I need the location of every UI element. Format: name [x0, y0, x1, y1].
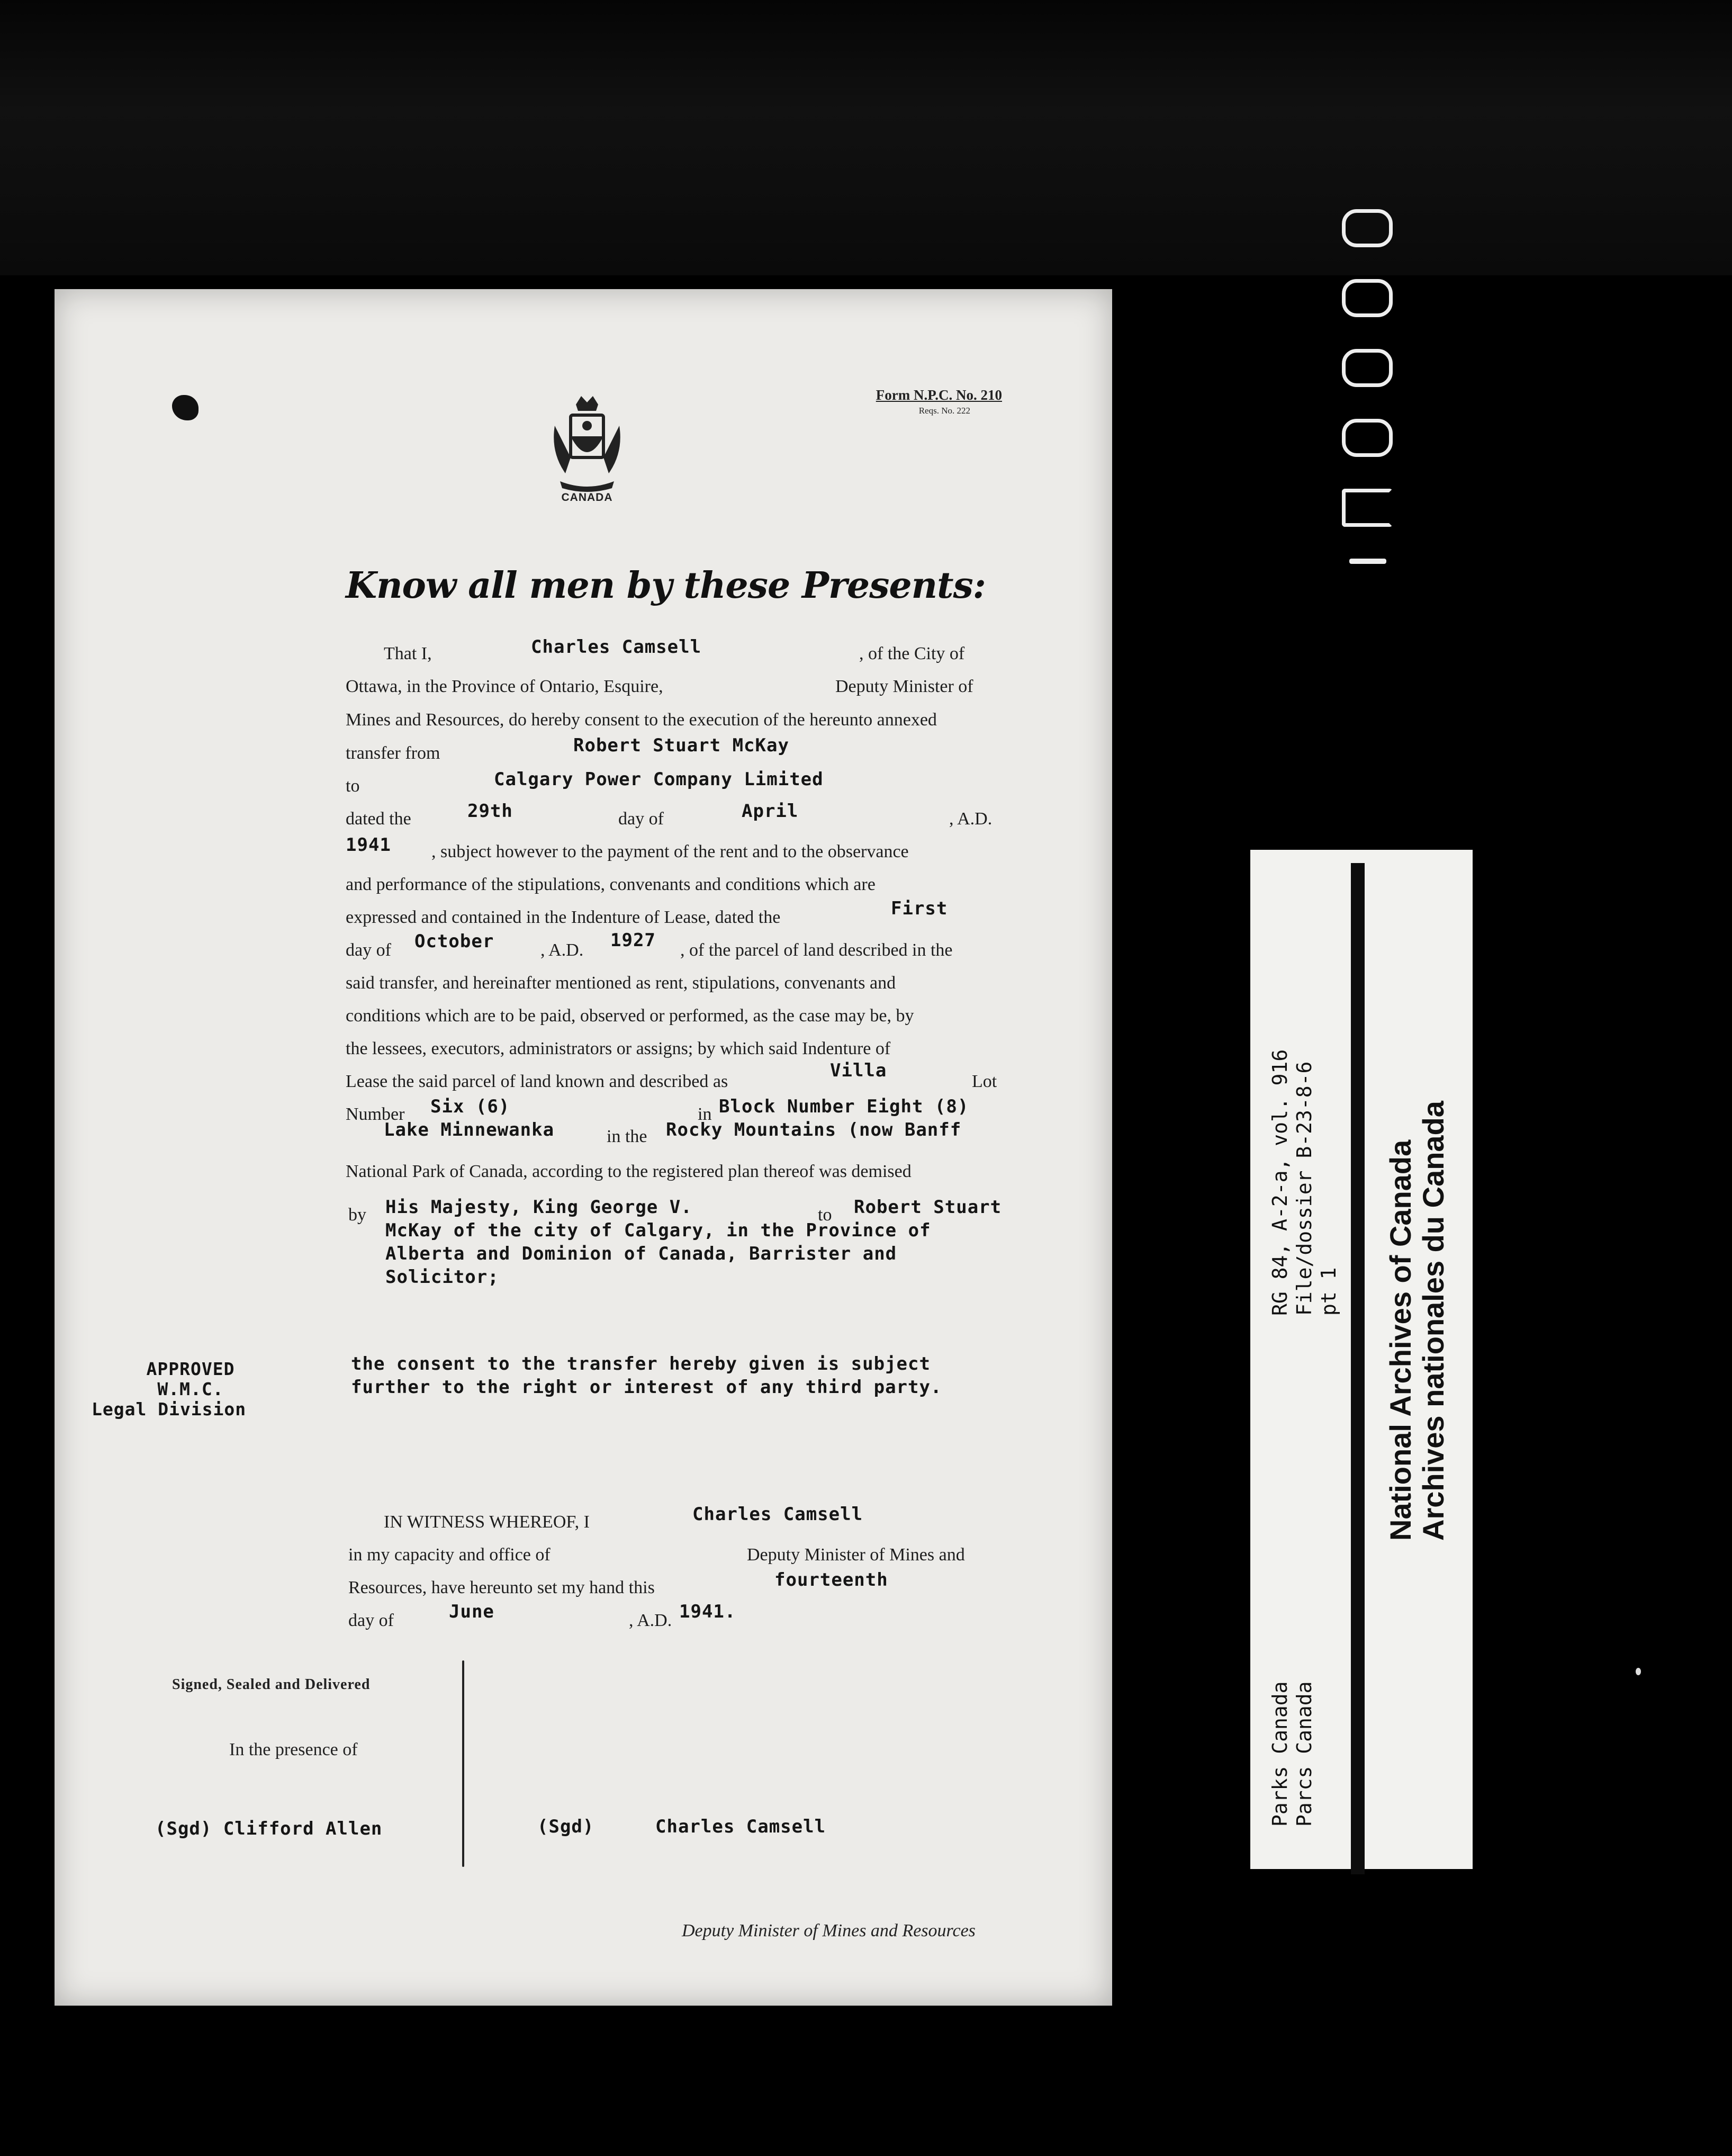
archive-reference [1268, 1049, 1341, 1316]
typed-witness-year: 1941. [679, 1601, 736, 1622]
approval-line: W.M.C. [157, 1379, 224, 1399]
frame-digit [1342, 349, 1393, 387]
typed-lessor: His Majesty, King George V. [385, 1197, 692, 1218]
signed-sealed-label: Signed, Sealed and Delivered [172, 1676, 371, 1693]
typed-lease-month: October [414, 931, 494, 952]
typed-lessee: Solicitor; [385, 1266, 499, 1288]
typed-witness-day: fourteenth [774, 1569, 888, 1591]
presence-label: In the presence of [229, 1740, 358, 1759]
approval-stamp [92, 1399, 246, 1420]
body-text: day of [348, 1611, 394, 1630]
department-line: Parks Canada [1268, 1681, 1292, 1827]
crest-label: CANADA [561, 491, 613, 504]
frame-digit [1349, 559, 1386, 564]
body-text: said transfer, and hereinafter mentioned as rent, stipulations, convenants and [346, 973, 896, 993]
typed-land-type: Villa [830, 1060, 887, 1081]
canada-coat-of-arms-icon [549, 394, 625, 497]
typed-lessee: Alberta and Dominion of Canada, Barrister and [385, 1243, 897, 1264]
reference-line: File/dossier B-23-8-6 [1293, 1061, 1316, 1316]
typed-lessee: McKay of the city of Calgary, in the Province of [385, 1220, 931, 1241]
body-text: , A.D. [540, 940, 584, 960]
body-text: day of [346, 940, 391, 960]
body-text: , of the City of [859, 644, 965, 663]
body-text: , of the parcel of land described in the [680, 940, 953, 960]
frame-digit [1342, 209, 1393, 247]
typed-witness-month: June [449, 1601, 494, 1622]
typed-transferee: Calgary Power Company Limited [494, 769, 824, 790]
body-text: day of [618, 809, 664, 829]
archives-name [1384, 1101, 1450, 1541]
body-text: National Park of Canada, according to the registered plan thereof was demised [346, 1162, 912, 1181]
punch-hole [172, 395, 199, 420]
body-text: expressed and contained in the Indenture of Lease, dated the [346, 908, 781, 927]
body-text: to [818, 1205, 832, 1225]
signer-title: Deputy Minister of Mines and Resources [682, 1921, 976, 1941]
archives-line: National Archives of Canada [1384, 1139, 1417, 1541]
body-text: , A.D. [949, 809, 993, 829]
frame-digit [1342, 489, 1393, 527]
body-text: IN WITNESS WHEREOF, I [384, 1512, 590, 1532]
body-text: Lot [972, 1072, 997, 1091]
body-text: Number [346, 1104, 405, 1124]
body-text: , A.D. [629, 1611, 672, 1630]
department-label [1268, 1681, 1316, 1827]
typed-day: 29th [467, 801, 513, 822]
archives-line: Archives nationales du Canada [1417, 1101, 1450, 1541]
typed-lessee: Robert Stuart [854, 1197, 1002, 1218]
witness-signature: (Sgd) Clifford Allen [155, 1818, 383, 1839]
film-frame-number [1342, 209, 1416, 596]
approval-stamp [132, 1359, 249, 1379]
body-text: in my capacity and office of [348, 1545, 551, 1565]
body-text: , subject however to the payment of the rent and to the observance [431, 842, 909, 861]
body-text: by [348, 1205, 366, 1225]
body-text: to [346, 776, 360, 796]
typed-witness-name: Charles Camsell [692, 1504, 863, 1525]
typed-lot-number: Six (6) [430, 1096, 510, 1117]
body-text: in [698, 1104, 712, 1124]
body-text: Deputy Minister of Mines and [747, 1545, 965, 1565]
document-title: Know all men by these Presents: [346, 564, 986, 607]
typed-transferor: Robert Stuart McKay [573, 735, 789, 756]
document-sheet [55, 289, 1112, 2006]
approval-line: Legal Division [92, 1399, 247, 1420]
body-text: Lease the said parcel of land known and described as [346, 1072, 728, 1091]
form-number: Form N.P.C. No. 210 [876, 387, 1002, 403]
typed-lease-day: First [891, 898, 948, 919]
reference-line: pt 1 [1317, 1267, 1340, 1316]
reference-line: RG 84, A-2-a, vol. 916 [1268, 1049, 1292, 1316]
typed-condition: the consent to the transfer hereby given is subject [351, 1353, 931, 1375]
form-number-block [876, 387, 1002, 416]
body-text: the lessees, executors, administrators or assigns; by which said Indenture of [346, 1039, 891, 1058]
department-line: Parcs Canada [1293, 1681, 1316, 1827]
frame-digit [1342, 419, 1393, 457]
body-text: transfer from [346, 743, 440, 763]
typed-name: Charles Camsell [531, 636, 702, 658]
typed-lease-year: 1927 [610, 930, 656, 951]
signature-brace [462, 1660, 464, 1867]
body-text: Ottawa, in the Province of Ontario, Esquire, [346, 677, 663, 696]
approval-stamp [132, 1379, 249, 1399]
body-text: Mines and Resources, do hereby consent to the execution of the hereunto annexed [346, 710, 937, 730]
typed-condition: further to the right or interest of any third party. [351, 1377, 942, 1398]
typed-block: Block Number Eight (8) [719, 1096, 969, 1117]
signer-signature: Charles Camsell [655, 1816, 826, 1837]
typed-park: Rocky Mountains (now Banff [666, 1119, 962, 1140]
body-text: Deputy Minister of [835, 677, 973, 696]
approval-line: APPROVED [146, 1359, 235, 1379]
typed-year: 1941 [346, 834, 391, 856]
body-text: dated the [346, 809, 411, 829]
strip-divider [1351, 863, 1365, 1874]
body-text: Resources, have hereunto set my hand this [348, 1578, 655, 1597]
requisition-number: Reqs. No. 222 [918, 406, 970, 416]
frame-digit [1342, 279, 1393, 317]
body-text: in the [607, 1127, 647, 1146]
body-text: That I, [384, 644, 432, 663]
body-text: conditions which are to be paid, observed or performed, as the case may be, by [346, 1006, 914, 1026]
typed-month: April [742, 801, 799, 822]
sgd-marker: (Sgd) [537, 1816, 594, 1837]
typed-location: Lake Minnewanka [384, 1119, 555, 1140]
film-border-top [0, 0, 1732, 275]
body-text: and performance of the stipulations, convenants and conditions which are [346, 875, 876, 894]
film-speck [1636, 1668, 1641, 1675]
